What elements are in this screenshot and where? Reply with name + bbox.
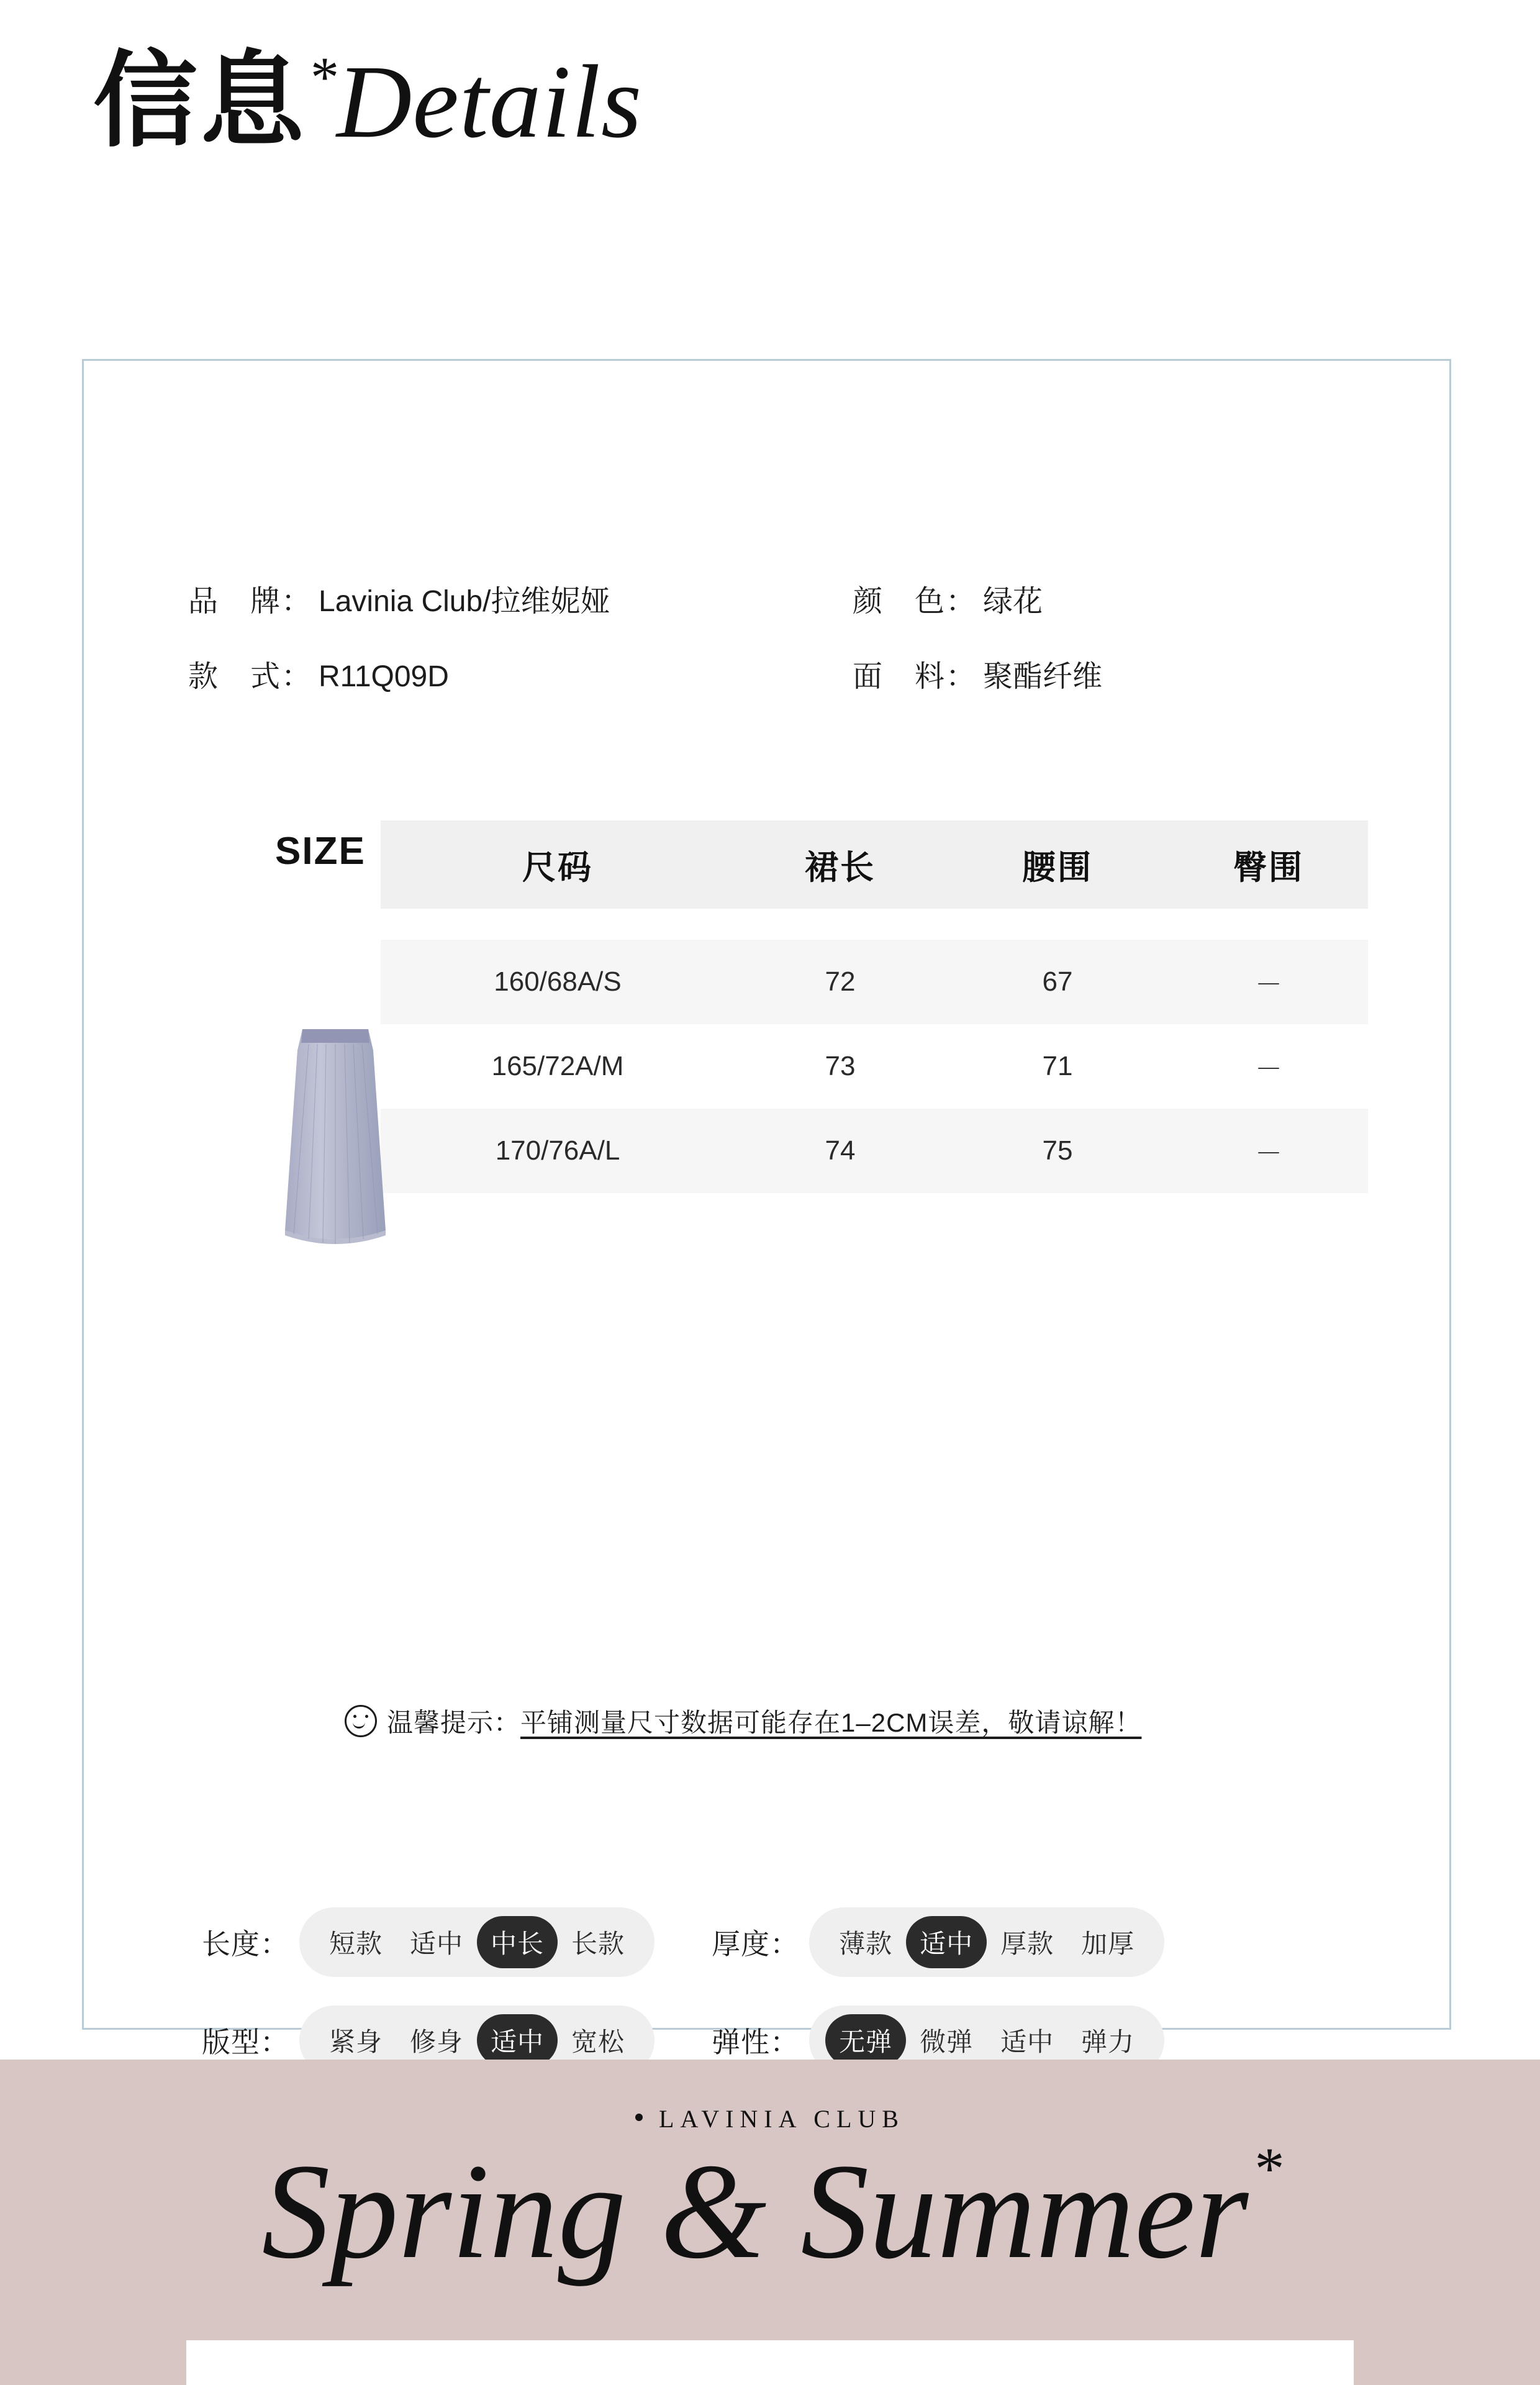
size-table [381, 820, 1368, 1193]
size-table-header-row [381, 820, 1368, 909]
size-cell: 67 [946, 940, 1169, 1024]
table-row [381, 1109, 1368, 1193]
info-fabric-value: 聚酯纤维 [983, 660, 1103, 693]
banner-title-part2: Summer [800, 2135, 1249, 2287]
size-cell: 160/68A/S [381, 940, 735, 1024]
info-fabric-label: 面 料： [853, 660, 977, 693]
option-length-shizhong[interactable]: 适中 [410, 1929, 464, 1958]
table-row [381, 1024, 1368, 1109]
attribute-row [202, 1907, 1450, 1977]
option-elasticity-weidan[interactable]: 微弹 [920, 2027, 974, 2056]
bottom-banner [0, 2060, 1540, 2385]
option-elasticity-wudan[interactable]: 无弹 [825, 2014, 906, 2066]
size-header-cell: 裙长 [735, 820, 946, 909]
table-row [381, 940, 1368, 1024]
attribute-fit-label: 版型： [202, 2026, 289, 2058]
option-thickness-houkuan[interactable]: 厚款 [1000, 1929, 1054, 1958]
info-style-value: R11Q09D [319, 660, 449, 693]
asterisk-decoration: * [310, 45, 339, 109]
option-thickness-shizhong[interactable]: 适中 [906, 1916, 987, 1968]
banner-white-panel [186, 2340, 1354, 2385]
size-header-cell: 臀围 [1169, 820, 1368, 909]
info-color [853, 577, 1043, 620]
info-brand [188, 577, 853, 620]
option-elasticity-shizhong[interactable]: 适中 [1000, 2027, 1054, 2056]
info-row [188, 652, 1368, 695]
attribute-length [202, 1907, 654, 1977]
info-style-label: 款 式： [188, 660, 313, 693]
banner-title [0, 2133, 1540, 2290]
size-cell: 73 [825, 1051, 856, 1081]
option-thickness-jiahou[interactable]: 加厚 [1081, 1929, 1135, 1958]
option-fit-jinshen[interactable]: 紧身 [329, 2027, 383, 2056]
page-title-en: Details [337, 44, 643, 160]
option-thickness-baokuan[interactable]: 薄款 [839, 1929, 893, 1958]
skirt-illustration [264, 1025, 407, 1292]
option-fit-kuansong[interactable]: 宽松 [571, 2027, 625, 2056]
size-cell: 165/72A/M [491, 1051, 624, 1081]
attribute-elasticity-label: 弹性： [712, 2026, 800, 2058]
size-cell: 170/76A/L [381, 1109, 735, 1193]
banner-title-part1: Spring & [261, 2135, 767, 2287]
banner-brand-text: LAVINIA CLUB [659, 2105, 905, 2133]
table-spacer [381, 909, 1368, 940]
attribute-thickness-options [809, 1907, 1164, 1977]
option-elasticity-danli[interactable]: 弹力 [1081, 2027, 1135, 2056]
option-length-changkuan[interactable]: 长款 [571, 1929, 625, 1958]
attribute-length-options [299, 1907, 654, 1977]
info-brand-label: 品 牌： [188, 585, 313, 618]
size-tip [345, 1702, 1141, 1740]
attribute-thickness [712, 1907, 1164, 1977]
details-card [82, 359, 1451, 2058]
product-info [188, 577, 1368, 727]
size-cell: － [1169, 940, 1368, 1024]
bullet-dot-icon [635, 2114, 643, 2121]
info-brand-value: Lavinia Club/拉维妮娅 [319, 585, 610, 618]
size-title: SIZE [275, 830, 366, 873]
banner-asterisk: * [1254, 2135, 1285, 2202]
size-header-cell: 尺码 [381, 820, 735, 909]
size-cell: － [1255, 1054, 1282, 1084]
info-style [188, 652, 853, 695]
size-cell: － [1169, 1109, 1368, 1193]
banner-brand [0, 2104, 1540, 2133]
option-length-zhongchang[interactable]: 中长 [477, 1916, 558, 1968]
option-length-duankuan[interactable]: 短款 [329, 1929, 383, 1958]
size-header-cell: 腰围 [946, 820, 1169, 909]
tip-text: 平铺测量尺寸数据可能存在1–2CM误差，敬请谅解！ [520, 1708, 1142, 1737]
info-color-value: 绿花 [983, 585, 1043, 618]
size-cell: 72 [735, 940, 946, 1024]
info-row [188, 577, 1368, 620]
size-cell: 75 [946, 1109, 1169, 1193]
info-color-label: 颜 色： [853, 585, 977, 618]
page-title-cn: 信息 [93, 44, 307, 160]
option-fit-xiushen[interactable]: 修身 [410, 2027, 464, 2056]
smiley-icon [345, 1705, 377, 1737]
attribute-length-label: 长度： [202, 1928, 289, 1960]
option-fit-shizhong[interactable]: 适中 [477, 2014, 558, 2066]
size-cell: 71 [1042, 1051, 1073, 1081]
info-fabric [853, 652, 1102, 695]
page-title [93, 44, 643, 160]
attribute-thickness-label: 厚度： [712, 1928, 800, 1960]
tip-label: 温馨提示： [387, 1708, 521, 1737]
size-cell: 74 [735, 1109, 946, 1193]
